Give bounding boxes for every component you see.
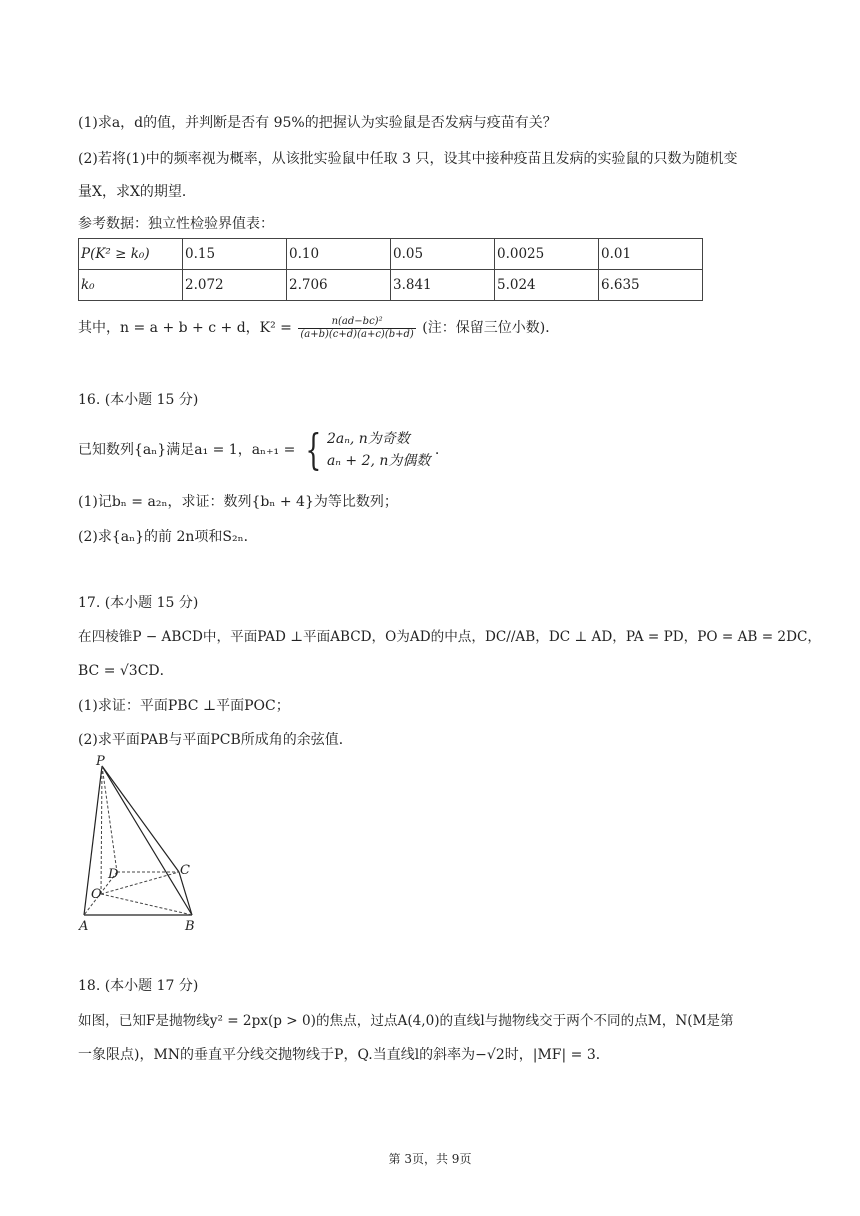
formula-denominator: (a+b)(c+d)(a+c)(b+d)	[300, 328, 414, 340]
case-even: aₙ + 2, n为偶数	[326, 453, 431, 469]
table-cell: 6.635	[599, 270, 703, 301]
formula-suffix: (注：保留三位小数)．	[422, 320, 560, 336]
vertex-label-b: B	[185, 919, 195, 934]
table-cell: 2.706	[287, 270, 391, 301]
q17-part2: (2)求平面PAB与平面PCB所成角的余弦值．	[78, 732, 353, 748]
formula-fraction	[298, 316, 415, 341]
piecewise-cases	[327, 428, 430, 472]
q17-heading: 17. (本小题 15 分)	[78, 595, 199, 611]
table-cell: 3.841	[391, 270, 495, 301]
vertex-label-o: O	[91, 887, 102, 902]
pyramid-figure	[72, 752, 212, 937]
k-squared-formula	[78, 314, 559, 342]
table-row	[79, 270, 703, 301]
table-cell: 5.024	[495, 270, 599, 301]
q17-part1: (1)求证：平面PBC ⊥平面POC；	[78, 698, 290, 714]
critical-value-table	[78, 238, 703, 301]
q16-part2: (2)求{aₙ}的前 2n项和S₂ₙ．	[78, 529, 258, 545]
q16-part1: (1)记bₙ = a₂ₙ，求证：数列{bₙ + 4}为等比数列；	[78, 494, 398, 510]
q16-stem-text: 已知数列{aₙ}满足a₁ = 1，aₙ₊₁ =	[78, 442, 296, 458]
table-cell: 0.10	[287, 239, 391, 270]
formula-numerator: n(ad−bc)²	[298, 316, 415, 329]
q17-stem-line2: BC = √3CD．	[78, 663, 174, 679]
case-odd: 2aₙ, n为奇数	[326, 431, 410, 447]
q16-heading: 16. (本小题 15 分)	[78, 392, 199, 408]
page-footer: 第 3页，共 9页	[388, 1152, 472, 1166]
q18-heading: 18. (本小题 17 分)	[78, 978, 199, 994]
q15-part2-cont: 量X，求X的期望．	[78, 184, 196, 200]
table-cell: k₀	[79, 270, 183, 301]
table-cell: 0.15	[183, 239, 287, 270]
q16-stem-end: .	[434, 442, 440, 458]
table-cell: 0.0025	[495, 239, 599, 270]
vertex-label-p: P	[96, 754, 105, 769]
vertex-label-d: D	[108, 867, 119, 882]
q18-stem-line2: 一象限点)，MN的垂直平分线交抛物线于P，Q.当直线l的斜率为−√2时，|MF| = 3．	[78, 1047, 610, 1063]
table-cell: 0.01	[599, 239, 703, 270]
reference-data-label: 参考数据：独立性检验界值表：	[78, 216, 274, 232]
formula-prefix: 其中，n = a + b + c + d，K² =	[78, 320, 292, 336]
table-cell: 2.072	[183, 270, 287, 301]
table-cell: 0.05	[391, 239, 495, 270]
vertex-label-a: A	[79, 919, 89, 934]
q15-part2: (2)若将(1)中的频率视为概率，从该批实验鼠中任取 3 只，设其中接种疫苗且发病的实验鼠的只数为随机变	[78, 151, 738, 167]
vertex-label-c: C	[180, 863, 190, 878]
q15-part1: (1)求a，d的值，并判断是否有 95%的把握认为实验鼠是否发病与疫苗有关？	[78, 115, 557, 131]
table-cell: P(K² ≥ k₀)	[79, 239, 183, 270]
left-brace-icon: {	[305, 425, 322, 474]
table-row	[79, 239, 703, 270]
q16-stem	[78, 425, 440, 474]
q18-stem-line1: 如图，已知F是抛物线y² = 2px(p > 0)的焦点，过点A(4,0)的直线l与抛物线交于两个不同的点M，N(M是第	[78, 1013, 734, 1029]
q17-stem-line1: 在四棱锥P − ABCD中，平面PAD ⊥平面ABCD，O为AD的中点，DC//AB，DC ⊥ AD，PA = PD，PO = AB = 2DC，	[78, 629, 821, 645]
